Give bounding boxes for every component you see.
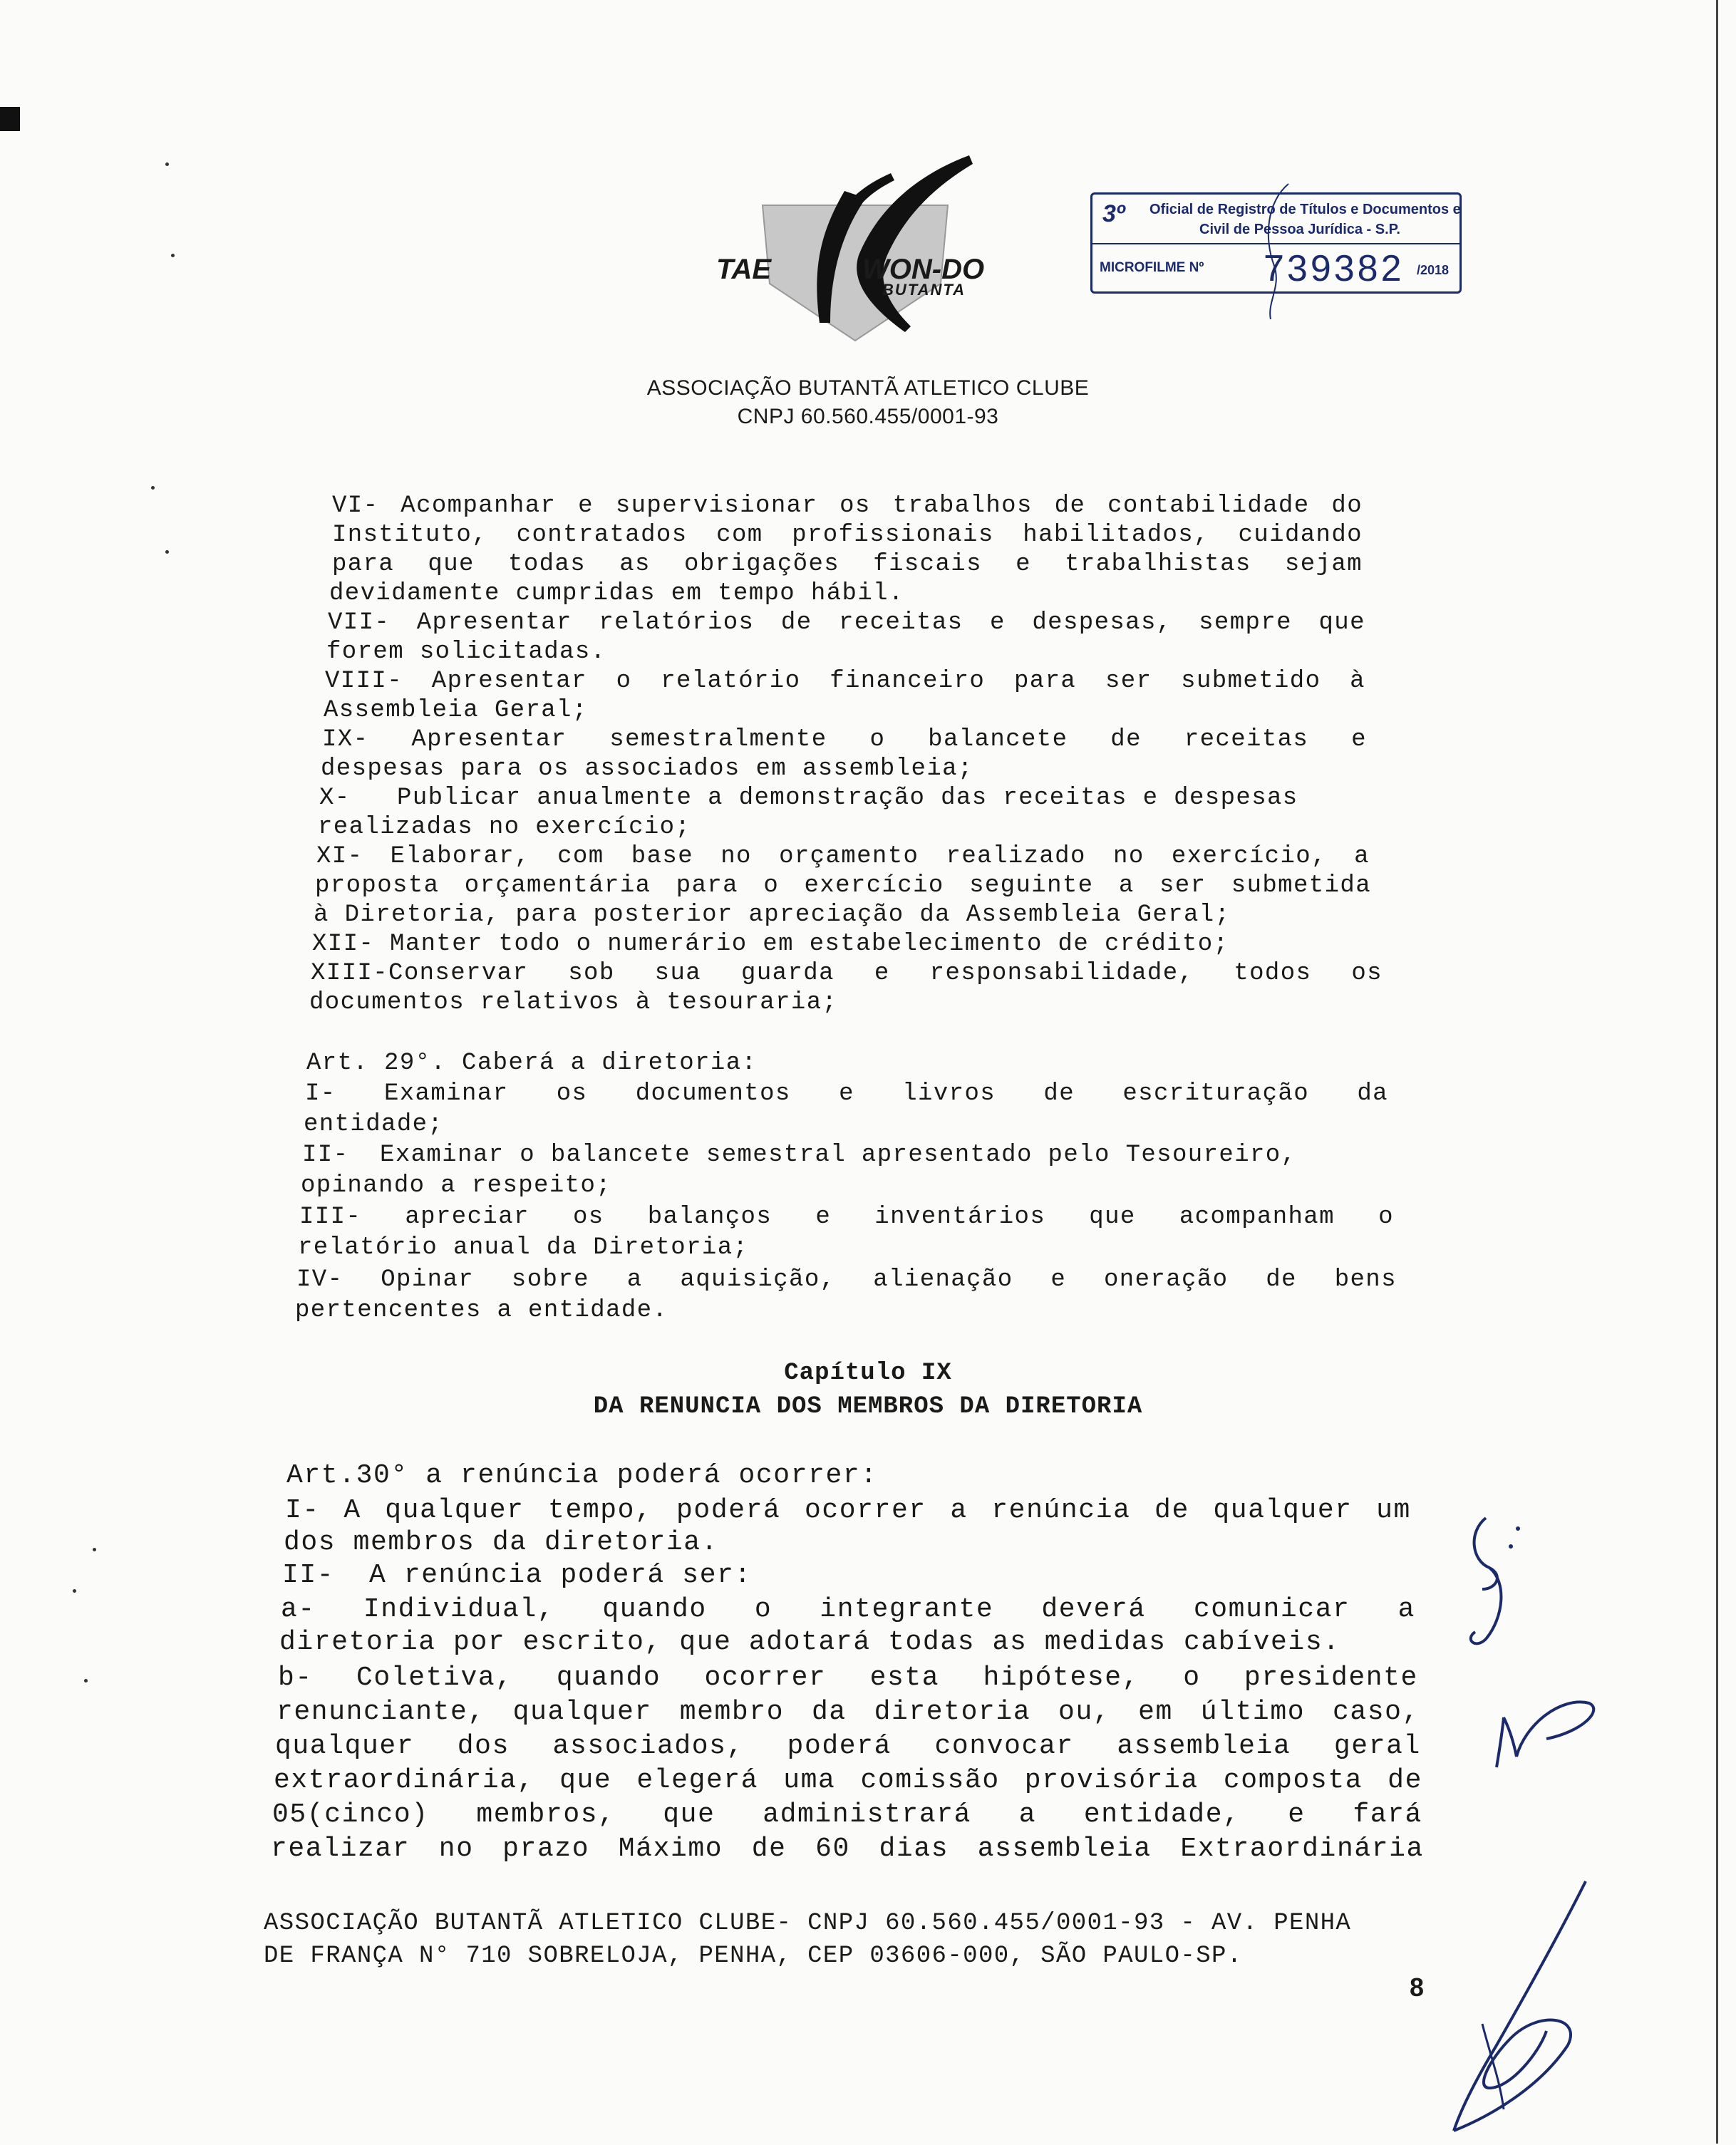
word: quando <box>556 1663 661 1693</box>
footer-line-2: DE FRANÇA N° 710 SOBRELOJA, PENHA, CEP 03606-000, SÃO PAULO-SP. <box>264 1943 1243 1970</box>
taekwondo-logo <box>713 148 1012 348</box>
word: ser <box>1105 668 1152 695</box>
word: escrituração <box>1122 1080 1309 1107</box>
word: e <box>1288 1799 1306 1830</box>
scan-speck <box>73 1589 76 1593</box>
stamp-line1: Oficial de Registro de Títulos e Documentos e <box>1149 202 1461 217</box>
scan-speck <box>151 486 155 490</box>
word: relatórios <box>599 609 755 636</box>
word: inventários <box>874 1204 1046 1231</box>
word: da <box>811 1697 847 1727</box>
word: os <box>1351 960 1383 987</box>
word: o <box>763 872 780 899</box>
art29-i-line-1 <box>305 1080 1388 1108</box>
scan-right-edge <box>1716 0 1718 2144</box>
registry-stamp <box>1090 192 1462 294</box>
word: que <box>428 551 475 578</box>
word: integrante <box>820 1594 994 1625</box>
word: um <box>1376 1495 1411 1526</box>
word: os <box>572 1204 604 1231</box>
word: exercício, <box>1171 843 1327 870</box>
footer-line-1: ASSOCIAÇÃO BUTANTÃ ATLETICO CLUBE- CNPJ 60.560.455/0001-93 - AV. PENHA <box>264 1910 1352 1937</box>
word: poderá <box>676 1495 781 1526</box>
word: e <box>1016 551 1031 578</box>
item-viii-line-2: Assembleia Geral; <box>324 697 588 724</box>
word: cuidando <box>1238 522 1363 549</box>
word: no <box>438 1834 474 1864</box>
scan-edge-mark <box>0 107 20 131</box>
word: qualquer <box>385 1495 525 1526</box>
word: com <box>557 843 604 870</box>
word: deverá <box>1041 1594 1146 1625</box>
word: contabilidade <box>1107 492 1310 520</box>
item-x-line-1: X- Publicar anualmente a demonstração das receitas e despesas <box>319 785 1298 812</box>
word: Coletiva, <box>356 1663 513 1693</box>
word: todas <box>508 551 587 578</box>
word: os <box>556 1080 588 1107</box>
word: seguinte <box>969 872 1094 899</box>
word: XI- <box>316 843 363 870</box>
word: administrará <box>763 1799 972 1830</box>
word: relatório <box>661 668 801 695</box>
word: a <box>1018 1799 1037 1830</box>
art29-ii-line-2: opinando a respeito; <box>301 1172 612 1199</box>
word: de <box>1154 1495 1189 1526</box>
word: I- <box>285 1495 320 1526</box>
word: obrigações <box>684 551 840 578</box>
word: provisória <box>1024 1765 1199 1796</box>
word: III- <box>299 1204 362 1231</box>
word: trabalhistas <box>1065 551 1251 578</box>
art30-title: Art.30° a renúncia poderá ocorrer: <box>286 1460 878 1491</box>
word: os <box>839 492 871 520</box>
word: ou, <box>1058 1697 1111 1727</box>
word: semestralmente <box>609 726 827 753</box>
art30-i-line-1 <box>285 1494 1411 1527</box>
word: receitas <box>839 609 963 636</box>
stamp-year: /2018 <box>1417 263 1450 277</box>
initials-signature-2 <box>1482 1689 1611 1782</box>
word: habilitados, <box>1023 522 1209 549</box>
item-xi-line-3: à Diretoria, para posterior apreciação da Assembleia Geral; <box>314 901 1231 929</box>
initials-signature-1 <box>1454 1511 1539 1653</box>
word: e <box>874 960 890 987</box>
word: VI- <box>332 492 379 520</box>
word: as <box>619 551 651 578</box>
word: oneração <box>1103 1266 1229 1293</box>
word: despesas, <box>1032 609 1172 636</box>
item-vii-line-1 <box>328 609 1365 637</box>
word: assembleia <box>977 1834 1152 1864</box>
item-vii-line-2: forem solicitadas. <box>326 639 606 666</box>
word: o <box>1183 1663 1201 1693</box>
logo-text-butanta: BUTANTA <box>882 281 966 299</box>
item-xi-line-1 <box>316 842 1370 871</box>
word: o <box>754 1594 773 1625</box>
item-vi-line-4: devidamente cumpridas em tempo hábil. <box>329 580 904 607</box>
word: realizado <box>946 843 1086 870</box>
word: poderá <box>787 1731 892 1762</box>
word: IV- <box>296 1266 343 1293</box>
word: de <box>780 609 812 636</box>
word: ocorrer <box>804 1495 926 1526</box>
word: e <box>815 1204 832 1231</box>
word: extraordinária, <box>274 1765 535 1796</box>
word: todos <box>1234 960 1312 987</box>
art30-a-line-1 <box>281 1593 1415 1626</box>
word: fiscais <box>873 551 982 578</box>
scan-speck <box>165 550 169 554</box>
stamp-microfilme-label: MICROFILME Nº <box>1100 260 1204 275</box>
word: dias <box>879 1834 949 1864</box>
scan-speck <box>171 254 175 257</box>
word: entidade, <box>1083 1799 1241 1830</box>
art30-a-line-2: diretoria por escrito, que adotará todas as medidas cabíveis. <box>279 1627 1340 1658</box>
word: livros <box>902 1080 996 1107</box>
word: Apresentar <box>431 668 587 695</box>
word: comissão <box>860 1765 1000 1796</box>
word: a <box>626 1266 643 1293</box>
org-cnpj-header: CNPJ 60.560.455/0001-93 <box>737 405 999 428</box>
art30-ii-line-1: II- A renúncia poderá ser: <box>282 1560 752 1591</box>
word: ser <box>1159 872 1207 899</box>
word: assembleia <box>1117 1731 1291 1762</box>
signature <box>1432 1874 1596 2145</box>
word: acompanham <box>1179 1204 1335 1231</box>
word: no <box>720 843 752 870</box>
word: para <box>332 551 395 578</box>
word: uma <box>783 1765 836 1796</box>
art29-title: Art. 29°. Caberá a diretoria: <box>306 1050 758 1077</box>
stamp-line2: Civil de Pessoa Jurídica - S.P. <box>1199 222 1400 237</box>
art29-iii-line-1 <box>299 1203 1394 1231</box>
art29-iii-line-2: relatório anual da Diretoria; <box>298 1234 749 1261</box>
word: tempo, <box>548 1495 653 1526</box>
word: documentos <box>635 1080 791 1107</box>
word: dos <box>457 1731 510 1762</box>
word: a <box>1397 1594 1415 1625</box>
art30-b-line-3 <box>275 1730 1421 1763</box>
word: quando <box>602 1594 707 1625</box>
word: e <box>990 609 1006 636</box>
word: Acompanhar <box>401 492 557 520</box>
word: a- <box>281 1594 316 1625</box>
art30-i-line-2: dos membros da diretoria. <box>284 1527 719 1558</box>
word: 05(cinco) <box>272 1799 429 1830</box>
word: Apresentar <box>416 609 572 636</box>
word: e <box>839 1080 854 1107</box>
word: de <box>1266 1266 1297 1293</box>
word: que <box>559 1765 612 1796</box>
word: 60 <box>815 1834 850 1864</box>
item-ix-line-1 <box>322 725 1367 754</box>
word: de <box>751 1834 787 1864</box>
word: Individual, <box>363 1594 555 1625</box>
word: Instituto, <box>332 522 488 549</box>
stamp-microfilme-number: 739382 <box>1264 248 1405 289</box>
word: elegerá <box>636 1765 759 1796</box>
word: e <box>1050 1266 1067 1293</box>
word: alienação <box>873 1266 1013 1293</box>
word: composta <box>1223 1765 1363 1796</box>
word: de <box>1388 1765 1422 1796</box>
word: em <box>1138 1697 1173 1727</box>
word: receitas <box>1184 726 1309 753</box>
word: renúncia <box>991 1495 1131 1526</box>
word: submetido <box>1181 668 1321 695</box>
logo-graphic <box>713 148 1012 348</box>
word: VIII- <box>325 668 403 695</box>
stamp-seal: 3º <box>1102 200 1125 227</box>
org-name-header: ASSOCIAÇÃO BUTANTÃ ATLETICO CLUBE <box>646 376 1090 400</box>
word: balancete <box>928 726 1068 753</box>
scan-speck <box>165 162 169 166</box>
logo-text-tae: TAE <box>716 254 772 285</box>
word: e <box>1351 726 1367 753</box>
chapter-title: Capítulo IX <box>784 1360 952 1387</box>
item-viii-line-1 <box>325 667 1365 696</box>
word: A <box>343 1495 361 1526</box>
word: apreciar <box>405 1204 529 1231</box>
word: caso, <box>1332 1697 1420 1727</box>
word: IX- <box>322 726 369 753</box>
art30-b-line-6 <box>271 1833 1424 1866</box>
word: comunicar <box>1193 1594 1350 1625</box>
word: qualquer <box>1213 1495 1353 1526</box>
word: b- <box>278 1663 313 1693</box>
word: qualquer <box>512 1697 652 1727</box>
word: Extraordinária <box>1180 1834 1424 1864</box>
art30-b-line-5 <box>272 1799 1422 1831</box>
word: e <box>578 492 594 520</box>
word: a <box>1354 843 1370 870</box>
chapter-subtitle: DA RENUNCIA DOS MEMBROS DA DIRETORIA <box>593 1393 1143 1420</box>
word: sob <box>568 960 615 987</box>
word: base <box>631 843 693 870</box>
word: para <box>1014 668 1077 695</box>
art30-b-line-2 <box>277 1696 1420 1729</box>
word: presidente <box>1244 1663 1418 1693</box>
item-vi-line-2 <box>332 521 1363 549</box>
word: que <box>663 1799 715 1830</box>
word: associados, <box>552 1731 744 1762</box>
word: convocar <box>934 1731 1074 1762</box>
item-vi-line-3 <box>332 550 1363 579</box>
page-number: 8 <box>1410 1973 1425 2002</box>
art30-b-line-1 <box>278 1662 1418 1695</box>
word: último <box>1200 1697 1306 1727</box>
word: trabalhos <box>892 492 1033 520</box>
word: diretoria <box>874 1697 1031 1727</box>
word: guarda <box>741 960 835 987</box>
art29-iv-line-2: pertencentes a entidade. <box>295 1297 668 1324</box>
word: Apresentar <box>411 726 567 753</box>
art29-i-line-2: entidade; <box>304 1111 444 1138</box>
item-x-line-2: realizadas no exercício; <box>318 814 691 841</box>
word: Opinar <box>381 1266 475 1293</box>
word: membro <box>679 1697 785 1727</box>
word: aquisição, <box>680 1266 836 1293</box>
word: fará <box>1353 1799 1422 1830</box>
word: o <box>1378 1204 1394 1231</box>
word: para <box>676 872 738 899</box>
word: exercício <box>804 872 944 899</box>
word: a <box>1118 872 1135 899</box>
word: hipótese, <box>983 1663 1140 1693</box>
word: prazo <box>502 1834 590 1864</box>
scan-speck <box>84 1679 88 1683</box>
word: do <box>1331 492 1363 520</box>
item-xi-line-2 <box>315 872 1371 900</box>
word: realizar <box>271 1834 410 1864</box>
word: responsabilidade, <box>929 960 1194 987</box>
art30-b-line-4 <box>274 1764 1422 1797</box>
word: XIII-Conservar <box>311 960 529 987</box>
word: sejam <box>1284 551 1363 578</box>
stamp-pen-mark <box>1253 180 1310 323</box>
word: Elaborar, <box>390 843 530 870</box>
word: sobre <box>511 1266 589 1293</box>
word: orçamento <box>779 843 919 870</box>
word: qualquer <box>275 1731 415 1762</box>
word: de <box>1043 1080 1075 1107</box>
word: renunciante, <box>277 1697 485 1727</box>
scan-speck <box>93 1548 96 1551</box>
item-ix-line-2: despesas para os associados em assembleia; <box>321 755 973 782</box>
word: supervisionar <box>615 492 818 520</box>
word: o <box>616 668 632 695</box>
word: balanços <box>647 1204 773 1231</box>
word: financeiro <box>830 668 986 695</box>
word: profissionais <box>792 522 994 549</box>
word: de <box>1110 726 1142 753</box>
item-xiii-line-2: documentos relativos à tesouraria; <box>309 989 838 1016</box>
word: membros, <box>476 1799 616 1830</box>
word: à <box>1350 668 1365 695</box>
word: orçamentária <box>464 872 651 899</box>
logo-text-wondo: WON-DO <box>862 254 985 285</box>
word: submetida <box>1231 872 1371 899</box>
word: proposta <box>315 872 440 899</box>
word: com <box>716 522 763 549</box>
word: sua <box>654 960 702 987</box>
word: da <box>1357 1080 1388 1107</box>
word: esta <box>869 1663 940 1693</box>
item-vi-line-1 <box>332 492 1363 520</box>
item-xii-line-1: XII- Manter todo o numerário em estabelecimento de crédito; <box>312 931 1229 958</box>
art29-iv-line-1 <box>296 1266 1397 1294</box>
word: geral <box>1333 1731 1421 1762</box>
word: que <box>1318 609 1365 636</box>
word: contratados <box>516 522 688 549</box>
word: ocorrer <box>704 1663 827 1693</box>
word: que <box>1089 1204 1136 1231</box>
word: Examinar <box>383 1080 509 1107</box>
word: no <box>1113 843 1145 870</box>
word: Máximo <box>618 1834 723 1864</box>
word: de <box>1054 492 1086 520</box>
word: sempre <box>1199 609 1292 636</box>
word: bens <box>1334 1266 1397 1293</box>
word: o <box>869 726 886 753</box>
word: I- <box>305 1080 336 1107</box>
art29-ii-line-1: II- Examinar o balancete semestral apresentado pelo Tesoureiro, <box>302 1142 1297 1169</box>
word: VII- <box>328 609 391 636</box>
item-xiii-line-1 <box>311 959 1383 988</box>
word: a <box>950 1495 968 1526</box>
